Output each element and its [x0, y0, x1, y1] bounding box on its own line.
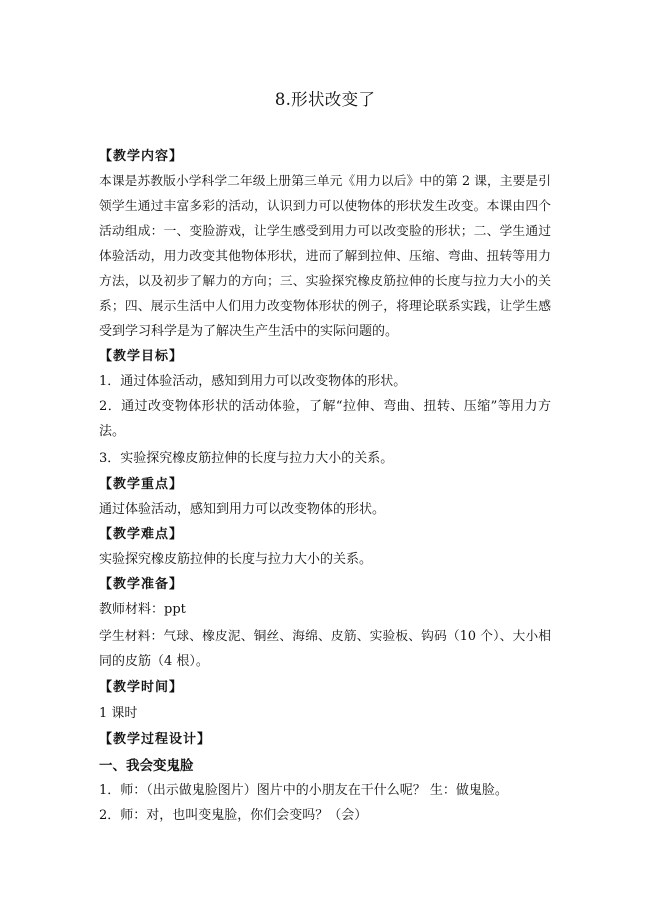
- content-heading: 【教学内容】: [99, 149, 184, 164]
- process-step: 1．师：（出示做鬼脸图片）图片中的小朋友在干什么呢？ 生：做鬼脸。: [99, 783, 508, 798]
- section-title: 一、我会变鬼脸: [99, 758, 194, 774]
- content-line: 体验活动，用力改变其他物体形状，进而了解到拉伸、压缩、弯曲、扭转等用力: [99, 249, 551, 264]
- content-line: 本课是苏教版小学科学二年级上册第三单元《用力以后》中的第 2 课，主要是引: [99, 174, 551, 189]
- prep-student-continued: 同的皮筋（4 根）。: [99, 654, 209, 669]
- process-step: 2．师：对，也叫变鬼脸，你们会变吗？（会）: [99, 808, 368, 823]
- prep-student: 学生材料：气球、橡皮泥、铜丝、海绵、皮筋、实验板、钩码（10 个）、大小相: [99, 629, 551, 644]
- content-line: 受到学习科学是为了解决生产生活中的实际问题的。: [99, 324, 399, 339]
- difficulty-text: 实验探究橡皮筋拉伸的长度与拉力大小的关系。: [99, 552, 373, 567]
- prep-heading: 【教学准备】: [99, 577, 184, 592]
- content-line: 活动组成：一、变脸游戏，让学生感受到用力可以改变脸的形状；二、学生通过: [99, 224, 551, 239]
- process-heading: 【教学过程设计】: [99, 732, 212, 747]
- focus-text: 通过体验活动，感知到用力可以改变物体的形状。: [99, 502, 386, 517]
- document-title: 8.形状改变了: [274, 90, 376, 109]
- difficulty-heading: 【教学难点】: [99, 527, 184, 542]
- goal-item: 3．实验探究橡皮筋拉伸的长度与拉力大小的关系。: [99, 451, 394, 466]
- prep-teacher: 教师材料：ppt: [99, 602, 186, 617]
- goal-item-continued: 法。: [99, 424, 126, 439]
- content-line: 方法，以及初步了解力的方向；三、实验探究橡皮筋拉伸的长度与拉力大小的关: [99, 274, 551, 289]
- content-line: 系；四、展示生活中人们用力改变物体形状的例子，将理论联系实践，让学生感: [99, 299, 551, 314]
- focus-heading: 【教学重点】: [99, 477, 184, 492]
- goals-heading: 【教学目标】: [99, 349, 184, 364]
- goal-item: 2．通过改变物体形状的活动体验，了解“拉伸、弯曲、扭转、压缩”等用力方: [99, 399, 551, 414]
- goal-item: 1．通过体验活动，感知到用力可以改变物体的形状。: [99, 374, 407, 389]
- time-heading: 【教学时间】: [99, 680, 184, 695]
- content-line: 领学生通过丰富多彩的活动，认识到力可以使物体的形状发生改变。本课由四个: [99, 199, 551, 214]
- time-text: 1 课时: [99, 706, 138, 721]
